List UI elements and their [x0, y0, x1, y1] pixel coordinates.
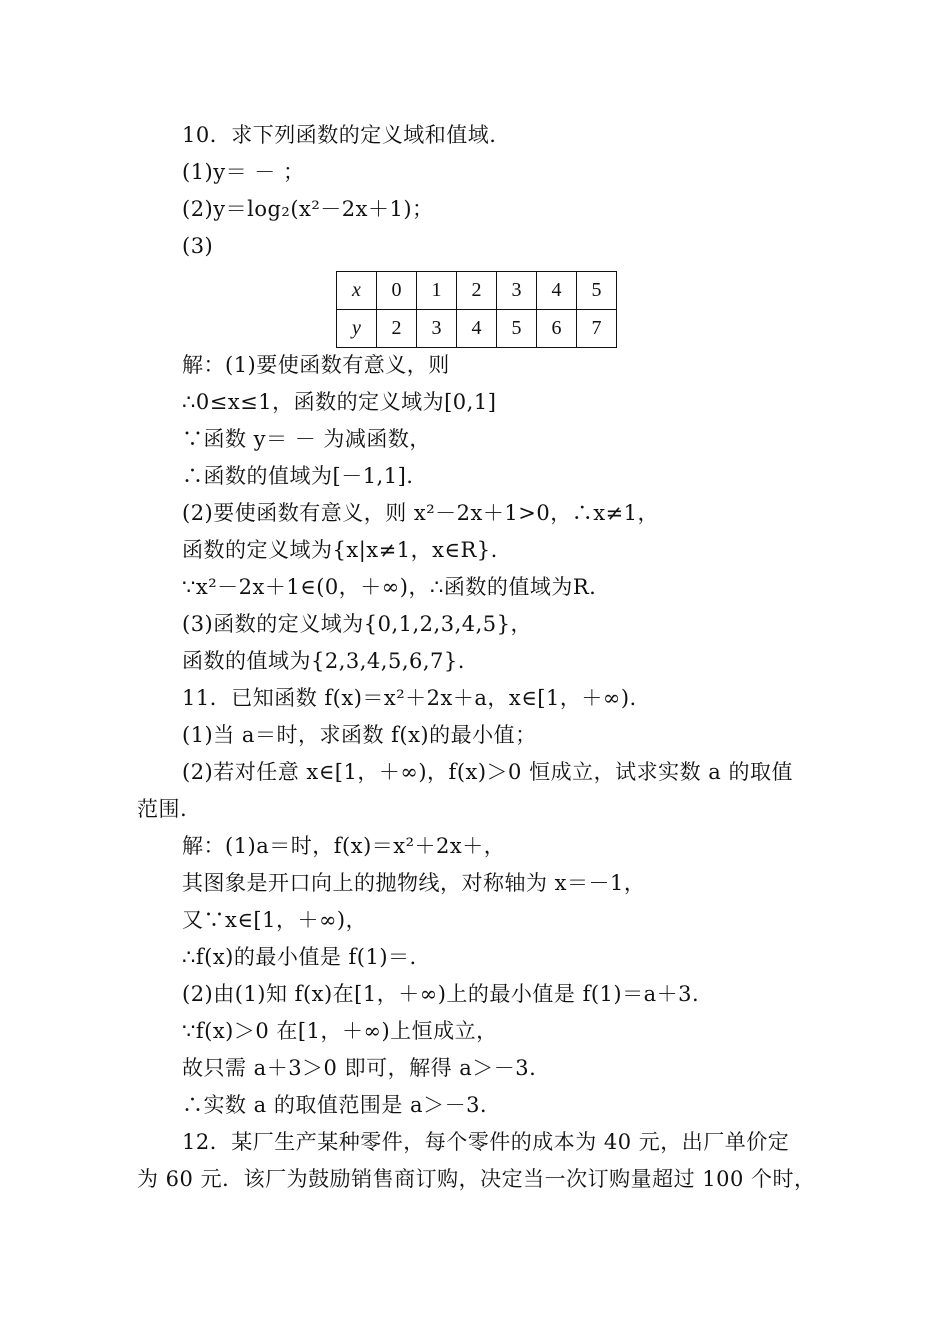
table-cell: 4 [537, 272, 577, 310]
solution-11-2-condition: ∵f(x)＞0 在[1，＋∞)上恒成立， [182, 1019, 498, 1043]
solution-11-2-answer: ∴实数 a 的取值范围是 a＞－3. [182, 1093, 488, 1117]
solution-10-1-domain: ∴0≤x≤1，函数的定义域为[0,1] [182, 390, 497, 414]
table-cell: 4 [457, 310, 497, 348]
solution-10-2-range: ∵x²－2x＋1∈(0，＋∞)，∴函数的值域为R. [182, 575, 597, 599]
problem-12-line-2: 为 60 元．该厂为鼓励销售商订购，决定当一次订购量超过 100 个时， [137, 1167, 816, 1191]
solution-11-1-intro: 解：(1)a＝时，f(x)＝x²＋2x＋， [182, 834, 506, 858]
problem-10-part-1: (1)y＝ － ； [182, 160, 305, 184]
solution-10-1-decreasing: ∵函数 y＝ － 为减函数， [182, 427, 431, 451]
table-cell: 2 [457, 272, 497, 310]
table-header-x: x [337, 272, 377, 310]
table-cell: 1 [417, 272, 457, 310]
problem-12-line-1: 12．某厂生产某种零件，每个零件的成本为 40 元，出厂单价定 [182, 1130, 790, 1154]
solution-11-1-interval: 又∵x∈[1，＋∞)， [182, 908, 368, 932]
solution-10-3-domain: (3)函数的定义域为{0,1,2,3,4,5}， [182, 612, 533, 636]
solution-11-1-parabola: 其图象是开口向上的抛物线，对称轴为 x＝－1， [182, 871, 646, 895]
problem-11-part-1: (1)当 a＝时，求函数 f(x)的最小值； [182, 723, 537, 747]
value-table [336, 271, 617, 348]
table-cell: 6 [537, 310, 577, 348]
solution-10-1-range: ∴函数的值域为[－1,1]. [182, 464, 414, 488]
problem-11-part-2: (2)若对任意 x∈[1，＋∞)，f(x)＞0 恒成立，试求实数 a 的取值 [182, 760, 793, 784]
table-header-y: y [337, 310, 377, 348]
table-cell: 0 [377, 272, 417, 310]
problem-11-part-2-cont: 范围. [137, 797, 188, 821]
solution-10-1-intro: 解：(1)要使函数有意义，则 [182, 353, 450, 377]
table-cell: 7 [577, 310, 617, 348]
solution-10-2-domain: 函数的定义域为{x|x≠1，x∈R}. [182, 538, 498, 562]
table-cell: 3 [497, 272, 537, 310]
problem-10-title: 10．求下列函数的定义域和值域. [182, 123, 497, 147]
table-cell: 2 [377, 310, 417, 348]
problem-10-part-3: (3) [182, 234, 214, 258]
solution-10-2-intro: (2)要使函数有意义，则 x²－2x＋1>0，∴x≠1， [182, 501, 660, 525]
problem-11-title: 11．已知函数 f(x)＝x²＋2x＋a，x∈[1，＋∞). [182, 686, 637, 710]
problem-10-part-2: (2)y＝log₂(x²－2x＋1)； [182, 197, 434, 221]
table-cell: 3 [417, 310, 457, 348]
solution-10-3-range: 函数的值域为{2,3,4,5,6,7}. [182, 649, 465, 673]
solution-11-2-solve: 故只需 a＋3＞0 即可，解得 a＞－3. [182, 1056, 537, 1080]
solution-11-2-intro: (2)由(1)知 f(x)在[1，＋∞)上的最小值是 f(1)＝a＋3. [182, 982, 700, 1006]
table-row [337, 310, 617, 348]
table-cell: 5 [577, 272, 617, 310]
solution-11-1-min: ∴f(x)的最小值是 f(1)＝. [182, 945, 417, 969]
table-row [337, 272, 617, 310]
table-cell: 5 [497, 310, 537, 348]
